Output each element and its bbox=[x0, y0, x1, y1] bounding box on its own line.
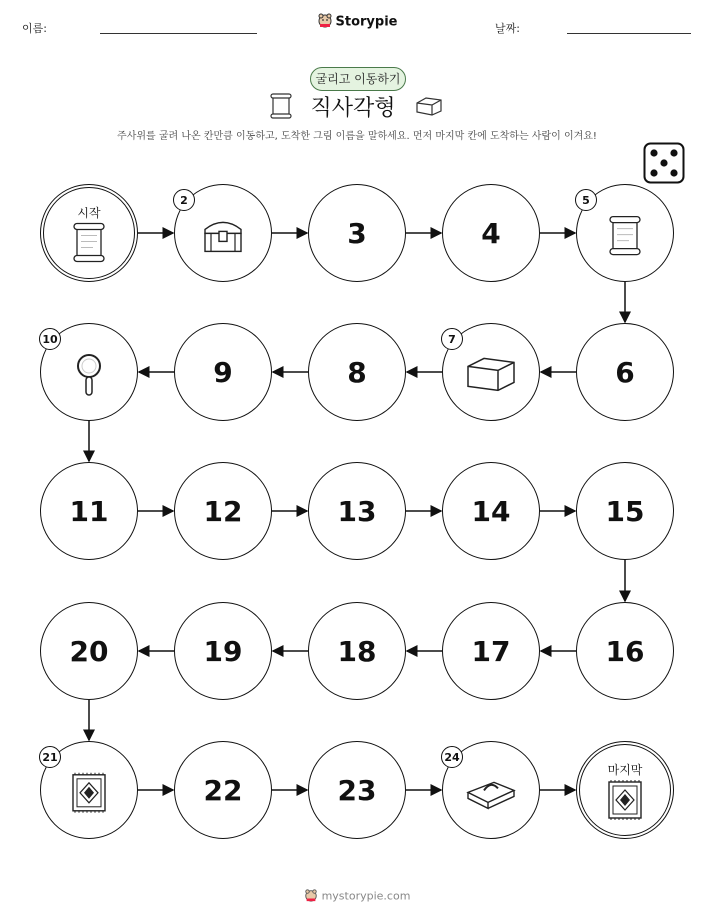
rug-icon bbox=[605, 778, 645, 826]
board-space-22 bbox=[174, 741, 272, 839]
title-text: 직사각형 bbox=[310, 96, 396, 121]
date-label: 날짜: bbox=[495, 22, 520, 35]
space-number: 4 bbox=[481, 216, 501, 250]
space-number: 16 bbox=[605, 634, 645, 668]
space-number: 3 bbox=[347, 216, 367, 250]
board-space-8 bbox=[308, 323, 406, 421]
board-space-12 bbox=[174, 462, 272, 560]
instructions: 주사위를 굴려 나온 칸만큼 이동하고, 도착한 그림 이름을 말하세요. 먼저 마지막 칸에 도착하는 사람이 이겨요! bbox=[117, 131, 597, 142]
board-space-14 bbox=[442, 462, 540, 560]
board-space-2 bbox=[174, 184, 272, 282]
space-number: 19 bbox=[203, 634, 243, 668]
board-space-17 bbox=[442, 602, 540, 700]
space-number-badge: 5 bbox=[575, 189, 597, 211]
board-space-23 bbox=[308, 741, 406, 839]
board-space-4 bbox=[442, 184, 540, 282]
space-number: 17 bbox=[471, 634, 511, 668]
space-number: 13 bbox=[337, 494, 377, 528]
space-number-badge: 24 bbox=[441, 746, 463, 768]
activity-tag: 굴리고 이동하기 bbox=[310, 67, 406, 91]
board-space-1 bbox=[40, 184, 138, 282]
space-number: 9 bbox=[213, 355, 233, 389]
scroll-icon bbox=[72, 222, 106, 268]
footer bbox=[0, 888, 714, 905]
treasure-chest-icon bbox=[199, 215, 247, 259]
board-space-13 bbox=[308, 462, 406, 560]
space-number: 22 bbox=[203, 773, 243, 807]
board-space-9 bbox=[174, 323, 272, 421]
block-icon bbox=[464, 354, 518, 398]
tray-icon bbox=[464, 772, 518, 816]
brand-name: Storypie bbox=[335, 14, 398, 30]
rug-icon bbox=[69, 771, 109, 819]
magnifier-icon bbox=[71, 352, 107, 402]
name-label: 이름: bbox=[22, 22, 47, 35]
space-number-badge: 2 bbox=[173, 189, 195, 211]
board-space-3 bbox=[308, 184, 406, 282]
space-number-badge: 10 bbox=[39, 328, 61, 350]
space-number-badge: 7 bbox=[441, 328, 463, 350]
space-number: 6 bbox=[615, 355, 635, 389]
footer-logo-icon bbox=[304, 888, 318, 905]
board-space-21 bbox=[40, 741, 138, 839]
space-number: 8 bbox=[347, 355, 367, 389]
board-space-11 bbox=[40, 462, 138, 560]
finish-label: 마지막 bbox=[607, 763, 643, 777]
space-number: 23 bbox=[337, 773, 377, 807]
board-space-6 bbox=[576, 323, 674, 421]
board-space-7 bbox=[442, 323, 540, 421]
board-space-24 bbox=[442, 741, 540, 839]
board-space-25 bbox=[576, 741, 674, 839]
space-number: 18 bbox=[337, 634, 377, 668]
scroll-icon bbox=[608, 215, 642, 261]
board-space-18 bbox=[308, 602, 406, 700]
board-space-15 bbox=[576, 462, 674, 560]
space-number: 20 bbox=[69, 634, 109, 668]
board-space-19 bbox=[174, 602, 272, 700]
board-space-20 bbox=[40, 602, 138, 700]
space-number: 14 bbox=[471, 494, 511, 528]
start-label: 시작 bbox=[77, 206, 101, 220]
board-space-5 bbox=[576, 184, 674, 282]
space-number: 12 bbox=[203, 494, 243, 528]
board-space-10 bbox=[40, 323, 138, 421]
board-space-16 bbox=[576, 602, 674, 700]
space-number: 15 bbox=[605, 494, 645, 528]
space-number: 11 bbox=[69, 494, 109, 528]
footer-site: mystorypie.com bbox=[321, 889, 411, 903]
space-number-badge: 21 bbox=[39, 746, 61, 768]
